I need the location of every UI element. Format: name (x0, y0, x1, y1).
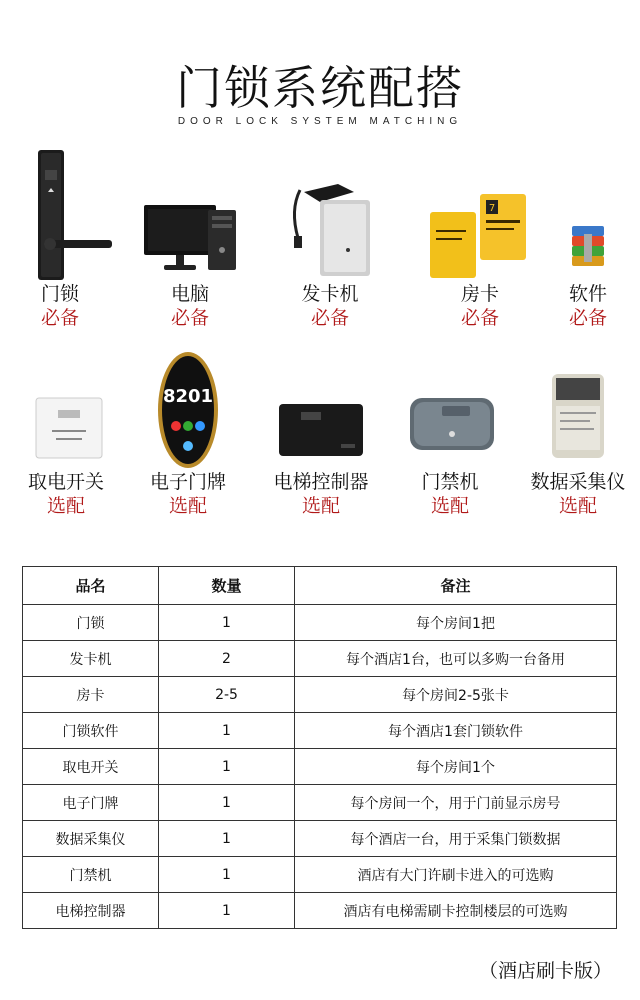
data-collector-icon (518, 350, 638, 470)
product-status: 必备 (170, 307, 209, 329)
product-access-control (390, 350, 510, 518)
door-lock-icon (0, 150, 120, 282)
version-note: （酒店刷卡版） (478, 960, 612, 982)
software-icon (528, 150, 640, 282)
cell-quantity: 1 (159, 785, 295, 821)
cell-notes: 每个房间2-5张卡 (295, 677, 617, 713)
cell-product: 发卡机 (23, 641, 159, 677)
cell-notes: 每个房间一个，用于门前显示房号 (295, 785, 617, 821)
cell-product: 门锁软件 (23, 713, 159, 749)
cell-notes: 每个酒店一台，用于采集门锁数据 (295, 821, 617, 857)
cell-quantity: 1 (159, 749, 295, 785)
cell-quantity: 1 (159, 857, 295, 893)
cell-quantity: 1 (159, 605, 295, 641)
cell-notes: 每个酒店1台，也可以多购一台备用 (295, 641, 617, 677)
cell-product: 房卡 (23, 677, 159, 713)
product-door-plate (128, 350, 248, 518)
cell-product: 门禁机 (23, 857, 159, 893)
cell-quantity: 2 (159, 641, 295, 677)
product-name: 门锁 (40, 283, 79, 305)
elevator-controller-icon (261, 350, 381, 470)
product-status: 选配 (46, 495, 85, 517)
product-name: 取电开关 (27, 471, 104, 493)
header-quantity: 数量 (159, 567, 295, 605)
product-status: 必备 (310, 307, 349, 329)
table-row (23, 677, 617, 713)
product-elevator-controller (261, 350, 381, 518)
product-card-encoder (270, 150, 390, 330)
card-encoder-icon (270, 150, 390, 282)
table-row (23, 857, 617, 893)
product-data-collector (518, 350, 638, 518)
product-status: 选配 (430, 495, 469, 517)
access-control-icon (390, 350, 510, 470)
svg-text:7: 7 (488, 203, 496, 214)
product-name: 电脑 (170, 283, 209, 305)
product-status: 必备 (568, 307, 607, 329)
room-card-icon (420, 150, 540, 282)
matching-table (22, 566, 617, 929)
power-switch-icon (6, 350, 126, 470)
product-computer (130, 150, 250, 330)
table-row (23, 893, 617, 929)
cell-quantity: 1 (159, 713, 295, 749)
table-row (23, 749, 617, 785)
product-name: 电子门牌 (149, 471, 226, 493)
table-row (23, 785, 617, 821)
computer-icon (130, 150, 250, 282)
product-status: 选配 (168, 495, 207, 517)
cell-quantity: 1 (159, 821, 295, 857)
cell-quantity: 1 (159, 893, 295, 929)
cell-product: 数据采集仪 (23, 821, 159, 857)
product-status: 选配 (301, 495, 340, 517)
cell-notes: 每个酒店1套门锁软件 (295, 713, 617, 749)
door-plate-icon (128, 350, 248, 470)
cell-notes: 每个房间1把 (295, 605, 617, 641)
product-name: 房卡 (460, 283, 499, 305)
product-status: 必备 (40, 307, 79, 329)
table-row (23, 641, 617, 677)
product-name: 数据采集仪 (530, 471, 626, 493)
table-header-row (23, 567, 617, 605)
product-name: 电梯控制器 (273, 471, 369, 493)
table-row (23, 713, 617, 749)
product-name: 软件 (568, 283, 607, 305)
table-row (23, 821, 617, 857)
product-status: 必备 (460, 307, 499, 329)
cell-notes: 酒店有大门许刷卡进入的可选购 (295, 857, 617, 893)
page-subtitle: DOOR LOCK SYSTEM MATCHING (177, 116, 463, 127)
header-product: 品名 (23, 567, 159, 605)
product-status: 选配 (558, 495, 597, 517)
cell-quantity: 2-5 (159, 677, 295, 713)
cell-product: 取电开关 (23, 749, 159, 785)
page-title: 门锁系统配搭 (176, 61, 464, 115)
product-name: 门禁机 (421, 471, 479, 493)
table-row (23, 605, 617, 641)
product-room-card (420, 150, 540, 330)
header-notes: 备注 (295, 567, 617, 605)
product-software (528, 150, 640, 330)
room-number: 8201 (162, 386, 214, 407)
cell-product: 门锁 (23, 605, 159, 641)
cell-product: 电梯控制器 (23, 893, 159, 929)
cell-product: 电子门牌 (23, 785, 159, 821)
product-power-switch (6, 350, 126, 518)
product-name: 发卡机 (301, 283, 359, 305)
product-door-lock (0, 150, 120, 330)
cell-notes: 每个房间1个 (295, 749, 617, 785)
cell-notes: 酒店有电梯需刷卡控制楼层的可选购 (295, 893, 617, 929)
